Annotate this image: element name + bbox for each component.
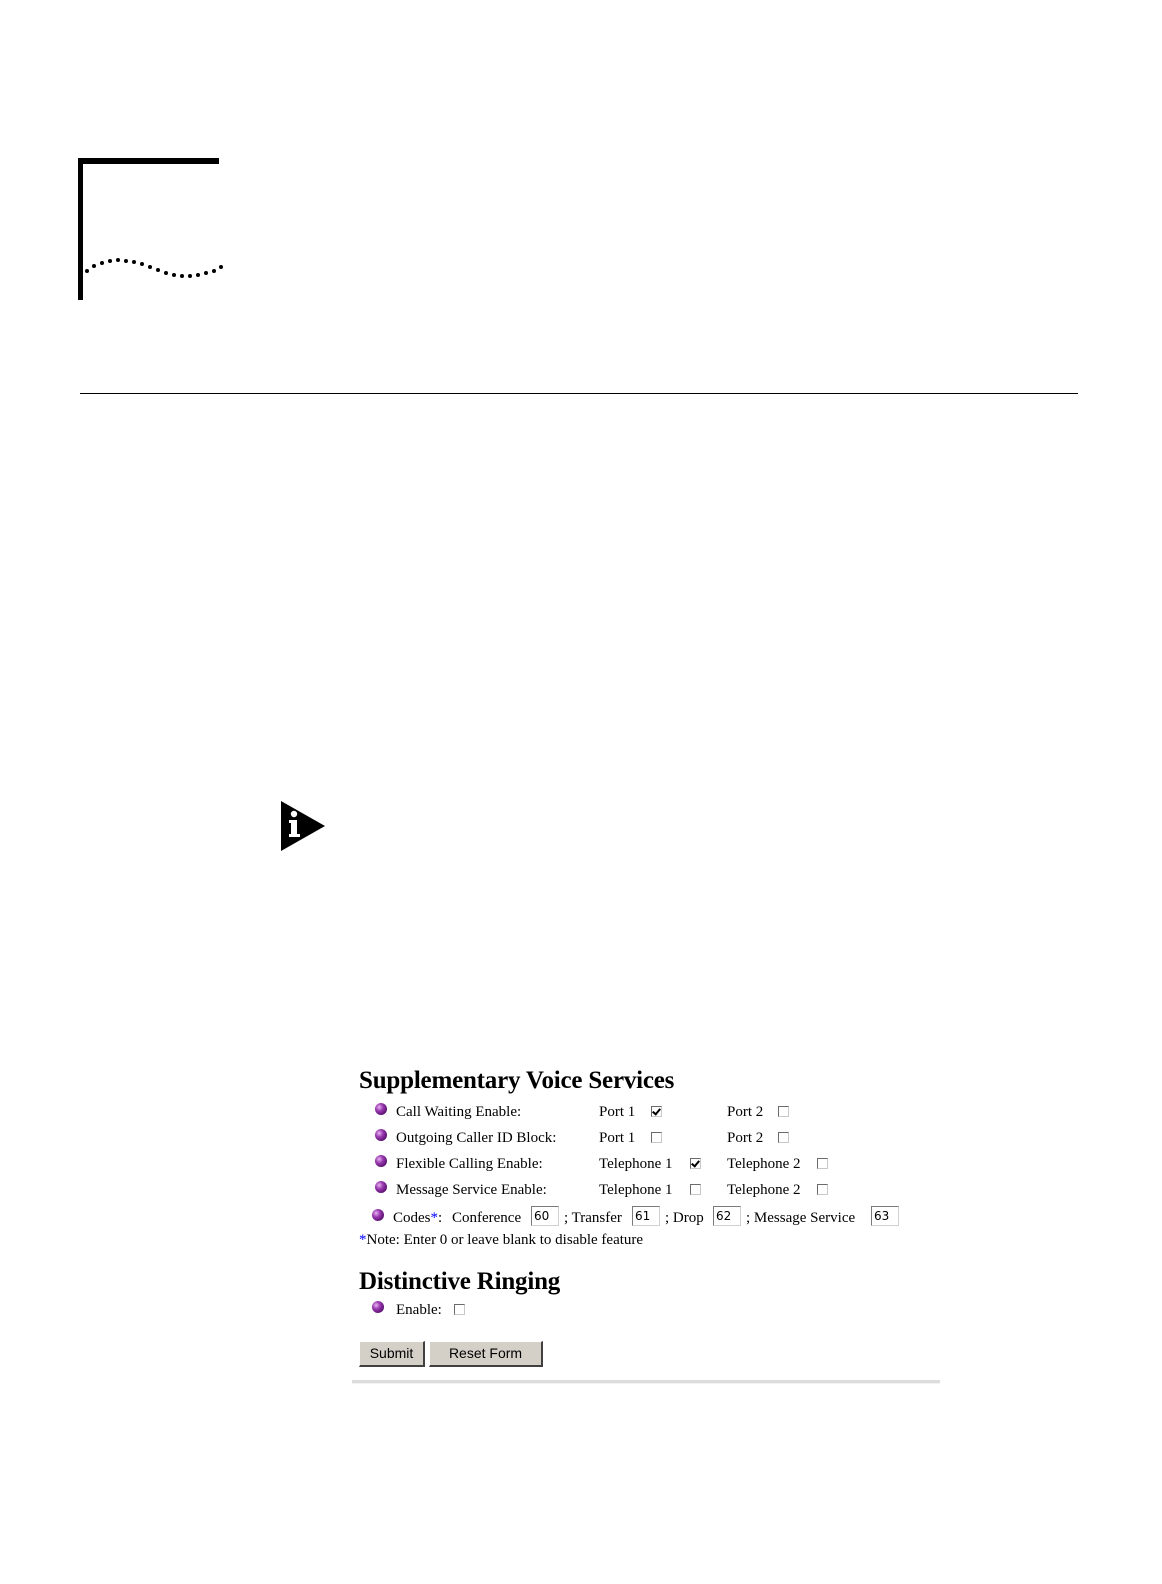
call-waiting-row (352, 1102, 940, 1122)
caller-id-block-label: Outgoing Caller ID Block: (396, 1130, 557, 1146)
call-waiting-label: Call Waiting Enable: (396, 1104, 522, 1120)
flexible-calling-tel1-checkbox[interactable] (690, 1158, 701, 1169)
purple-ball-bullet-icon (375, 1129, 387, 1141)
caller-id-block-row (352, 1128, 940, 1148)
drop-label: ; Drop (665, 1210, 704, 1226)
message-service-tel1-label: Telephone 1 (599, 1182, 673, 1198)
message-service-code-input[interactable]: 63 (871, 1206, 899, 1226)
purple-ball-bullet-icon (372, 1301, 384, 1313)
message-service-row (352, 1180, 940, 1200)
transfer-label: ; Transfer (564, 1210, 622, 1226)
flexible-calling-tel2-label: Telephone 2 (727, 1156, 801, 1172)
note-text: Note: Enter 0 or leave blank to disable feature (366, 1232, 644, 1248)
ringing-title: Distinctive Ringing (359, 1268, 561, 1295)
caller-id-port1-label: Port 1 (599, 1130, 636, 1146)
voice-services-form (352, 1062, 940, 1386)
call-waiting-port1-label: Port 1 (599, 1104, 636, 1120)
call-waiting-port2-checkbox[interactable] (778, 1106, 789, 1117)
drop-code-input[interactable]: 62 (713, 1206, 741, 1226)
caller-id-port2-checkbox[interactable] (778, 1132, 789, 1143)
message-service-tel2-checkbox[interactable] (817, 1184, 828, 1195)
flexible-calling-label: Flexible Calling Enable: (396, 1156, 543, 1172)
ringing-enable-label: Enable: (396, 1302, 442, 1318)
dotted-wave-icon (78, 158, 228, 303)
purple-ball-bullet-icon (372, 1209, 384, 1221)
purple-ball-bullet-icon (375, 1155, 387, 1167)
codes-asterisk: * (430, 1210, 438, 1226)
codes-row (352, 1208, 940, 1228)
codes-label: Codes*: (393, 1210, 443, 1226)
call-waiting-port1-checkbox[interactable] (651, 1106, 662, 1117)
note-asterisk: * (359, 1232, 367, 1248)
message-service-tel2-label: Telephone 2 (727, 1182, 801, 1198)
message-service-label: Message Service Enable: (396, 1182, 547, 1198)
message-service-code-label: ; Message Service (746, 1210, 856, 1226)
form-bottom-divider (352, 1380, 940, 1384)
disable-note (359, 1230, 919, 1250)
services-title: Supplementary Voice Services (359, 1067, 675, 1094)
flexible-calling-row (352, 1154, 940, 1174)
message-service-tel1-checkbox[interactable] (690, 1184, 701, 1195)
purple-ball-bullet-icon (375, 1103, 387, 1115)
section-divider (80, 393, 1078, 394)
caller-id-port2-label: Port 2 (727, 1130, 764, 1146)
ringing-enable-row (352, 1300, 652, 1320)
submit-button[interactable]: Submit (359, 1341, 425, 1367)
conference-label: Conference (452, 1210, 522, 1226)
chapter-corner-icon (78, 158, 228, 303)
ringing-enable-checkbox[interactable] (454, 1304, 465, 1315)
call-waiting-port2-label: Port 2 (727, 1104, 764, 1120)
reset-form-button[interactable]: Reset Form (429, 1341, 543, 1367)
purple-ball-bullet-icon (375, 1181, 387, 1193)
transfer-code-input[interactable]: 61 (632, 1206, 660, 1226)
caller-id-port1-checkbox[interactable] (651, 1132, 662, 1143)
flexible-calling-tel2-checkbox[interactable] (817, 1158, 828, 1169)
info-arrow-icon (281, 801, 325, 851)
conference-code-input[interactable]: 60 (531, 1206, 559, 1226)
flexible-calling-tel1-label: Telephone 1 (599, 1156, 673, 1172)
